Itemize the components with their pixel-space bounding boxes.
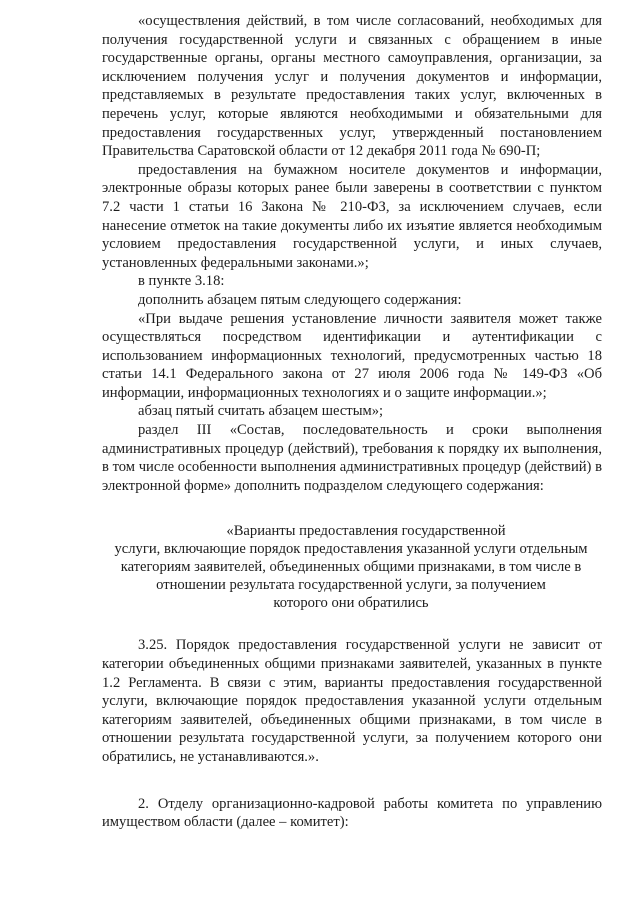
subsection-heading — [96, 523, 606, 612]
paragraph-add-fifth: дополнить абзацем пятым следующего содержания: — [138, 291, 462, 308]
paragraph-clause-318: в пункте 3.18: — [138, 273, 225, 290]
paragraph-paper-docs: предоставления на бумажном носителе документов и информации, электронные образы которых ранее были заверены в соответствии с пунктом 7.2 части 1 статьи 16 Закона № 210-ФЗ, за исключением случаев, если нанесение отметок на такие документы либо их изъятие является необходимым условием предоставления государственной услуги, и иных случаев, установленных федеральными законами.»; — [102, 161, 602, 271]
paragraph-identification: «При выдаче решения установление личности заявителя может также осуществляться посредством идентификации и аутентификации с использованием информационных технологий, предусмотренных частью 18 статьи 14.1 Федерального закона от 27 июля 2006 года № 149-ФЗ «Об информации, информационных технологиях и о защите информации.»; — [102, 310, 602, 401]
paragraph-fifth-sixth: абзац пятый считать абзацем шестым»; — [138, 403, 384, 420]
heading-line: категориям заявителей, объединенных общими признаками, в том числе в — [120, 559, 582, 576]
heading-line: которого они обратились — [273, 594, 429, 611]
paragraph-actions: «осуществления действий, в том числе согласований, необходимых для получения государственной услуги и связанных с обращением в иные государственные органы, органы местного самоуправления, организации, за исключением получения услуг и получения документов и информации, представляемых в результате предоставления таких услуг, включенных в перечень услуг, которые являются необходимыми и обязательными для предоставления государственных услуг, утвержденный постановлением Правительства Саратовской области от 12 декабря 2011 года № 690-П; — [102, 13, 602, 160]
item-2: 2. Отделу организационно-кадровой работы комитета по управлению имуществом области (далее – комитет): — [102, 795, 602, 831]
clause-3-25: 3.25. Порядок предоставления государственной услуги не зависит от категории объединенных общими признаками заявителей, указанных в пункте 1.2 Регламента. В связи с этим, варианты предоставления государственной услуги, включающие порядок предоставления указанной услуги отдельным категориям заявителей, объединенных общими признаками, в том числе в отношении результата государственной услуги, за получением которого они обратились, не устанавливаются.». — [102, 637, 602, 765]
heading-line: услуги, включающие порядок предоставления указанной услуги отдельным — [114, 541, 588, 558]
heading-line: отношении результата государственной услуги, за получением — [156, 576, 546, 593]
heading-line: «Варианты предоставления государственной — [226, 523, 506, 540]
paragraph-section-iii: раздел III «Состав, последовательность и сроки выполнения административных процедур (действий), требования к порядку их выполнения, в том числе особенности выполнения административных процедур (действий) в электронной форме» дополнить подразделом следующего содержания: — [102, 422, 602, 494]
